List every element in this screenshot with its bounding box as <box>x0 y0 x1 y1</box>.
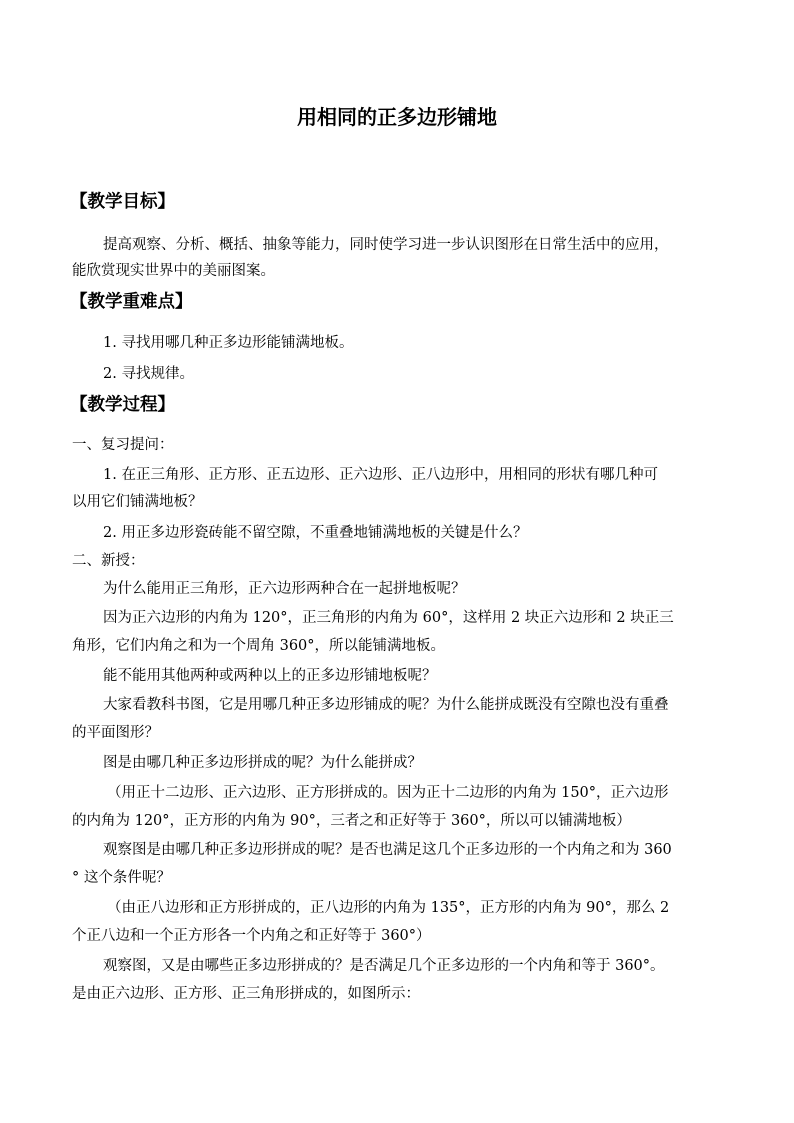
section-heading-goals: 【教学目标】 <box>70 192 175 212</box>
paragraph-line: 的平面图形？ <box>72 725 159 741</box>
paragraph-line: 图是由哪几种正多边形拼成的呢？为什么能拼成？ <box>103 755 422 771</box>
paragraph-line: 提高观察、分析、概括、抽象等能力，同时使学习进一步认识图形在日常生活中的应用， <box>103 237 669 253</box>
subheading-review: 一、复习提问： <box>72 437 174 453</box>
section-heading-process: 【教学过程】 <box>70 395 175 415</box>
paragraph-line: 能不能用其他两种或两种以上的正多边形铺地板呢？ <box>103 668 437 684</box>
paragraph-line: 的内角为 120°，正方形的内角为 90°，三者之和正好等于 360°，所以可以铺满地板） <box>72 813 631 829</box>
paragraph-line: 角形，它们内角之和为一个周角 360°，所以能铺满地板。 <box>72 638 446 654</box>
section-heading-key-points: 【教学重难点】 <box>70 292 193 312</box>
paragraph-line: 是由正六边形、正方形、正三角形拼成的，如图所示： <box>72 986 420 1002</box>
paragraph-line: 因为正六边形的内角为 120°，正三角形的内角为 60°，这样用 2 块正六边形和 2 块正三 <box>103 610 674 626</box>
list-item: 1. 寻找用哪几种正多边形能铺满地板。 <box>103 335 354 351</box>
list-item: 2. 寻找规律。 <box>103 366 194 382</box>
paragraph-line: 1. 在正三角形、正方形、正五边形、正六边形、正八边形中，用相同的形状有哪几种可 <box>103 467 658 483</box>
subheading-new-lesson: 二、新授： <box>72 553 145 569</box>
paragraph-line: 以用它们铺满地板？ <box>72 494 203 510</box>
paragraph-line: （由正八边形和正方形拼成的，正八边形的内角为 135°，正方形的内角为 90°，那么 2 <box>107 900 670 916</box>
paragraph-line: 2. 用正多边形瓷砖能不留空隙，不重叠地铺满地板的关键是什么？ <box>103 525 528 541</box>
paragraph-line: 观察图是由哪几种正多边形拼成的呢？是否也满足这几个正多边形的一个内角之和为 360 <box>103 842 672 858</box>
paragraph-line: ° 这个条件呢？ <box>72 870 171 886</box>
paragraph-line: 能欣赏现实世界中的美丽图案。 <box>72 263 275 279</box>
document-title: 用相同的正多边形铺地 <box>297 105 497 129</box>
paragraph-line: 为什么能用正三角形，正六边形两种合在一起拼地板呢？ <box>103 581 466 597</box>
paragraph-line: 观察图，又是由哪些正多边形拼成的？是否满足几个正多边形的一个内角和等于 360°。 <box>103 958 665 974</box>
paragraph-line: （用正十二边形、正六边形、正方形拼成的。因为正十二边形的内角为 150°，正六边形 <box>107 785 669 801</box>
paragraph-line: 大家看教科书图，它是用哪几种正多边形铺成的呢？为什么能拼成既没有空隙也没有重叠 <box>103 697 669 713</box>
paragraph-line: 个正八边和一个正方形各一个内角之和正好等于 360°） <box>72 928 431 944</box>
